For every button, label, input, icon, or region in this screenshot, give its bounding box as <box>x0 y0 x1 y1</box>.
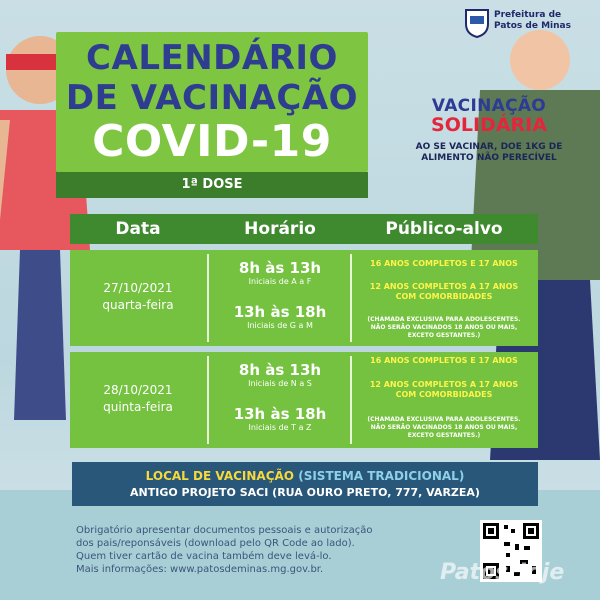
row-date: 28/10/2021 quinta-feira <box>103 383 173 414</box>
campaign-line-1: VACINAÇÃO <box>431 96 547 116</box>
title-box <box>56 32 368 172</box>
info-text: Obrigatório apresentar documentos pessoais e autorização dos pais/reponsáveis (download pelo QR Code ao lado). Quem tiver cartão de vacina também deve levá-lo. Mais informações: www.patosdeminas.mg.gov.br. <box>76 524 406 576</box>
time-slot: 13h às 18h Iniciais de G a M <box>233 303 327 330</box>
location-label: LOCAL DE VACINAÇÃO <box>145 469 295 483</box>
location-address: ANTIGO PROJETO SACI (RUA OURO PRETO, 777, VARZEA) <box>130 486 480 499</box>
prefeitura-name: Prefeitura de Patos de Minas <box>494 10 571 31</box>
audience-note: (CHAMADA EXCLUSIVA PARA ADOLESCENTES. NÃO SERÃO VACINADOS 18 ANOS OU MAIS, EXCETO GESTANTES.) <box>367 416 521 439</box>
website-link[interactable]: Mais informações: www.patosdeminas.mg.gov.br. <box>76 564 324 575</box>
audience-comorbidities: 12 ANOS COMPLETOS A 17 ANOS COM COMORBIDADES <box>369 282 519 301</box>
campaign-logo <box>414 96 564 164</box>
location-box <box>72 462 538 506</box>
audience-note: (CHAMADA EXCLUSIVA PARA ADOLESCENTES. NÃO SERÃO VACINADOS 18 ANOS OU MAIS, EXCETO GESTANTES.) <box>367 316 521 339</box>
table-row <box>70 352 538 448</box>
header-date: Data <box>115 219 161 239</box>
location-system: (SISTEMA TRADICIONAL) <box>298 469 465 483</box>
campaign-line-2: SOLIDÁRIA <box>431 114 547 136</box>
audience-comorbidities: 12 ANOS COMPLETOS A 17 ANOS COM COMORBIDADES <box>369 380 519 399</box>
title-line-3: COVID-19 <box>92 116 332 167</box>
header-time: Horário <box>244 219 316 239</box>
table-header <box>70 214 538 244</box>
prefeitura-logo <box>462 4 582 44</box>
column-divider <box>207 254 209 342</box>
time-slot: 8h às 13h Iniciais de A a F <box>238 259 322 286</box>
dose-banner: 1ª DOSE <box>56 172 368 198</box>
time-slot: 8h às 13h Iniciais de N a S <box>238 361 322 388</box>
audience-primary: 16 ANOS COMPLETOS E 17 ANOS <box>370 356 518 365</box>
row-date: 27/10/2021 quarta-feira <box>102 281 174 312</box>
title-line-2: DE VACINAÇÃO <box>65 78 359 118</box>
campaign-note: AO SE VACINAR, DOE 1KG DE ALIMENTO NÃO PERECÍVEL <box>415 142 563 163</box>
header-audience: Público-alvo <box>385 219 503 239</box>
table-row <box>70 250 538 346</box>
watermark: PatosHoje <box>440 560 565 585</box>
title-line-1: CALENDÁRIO <box>86 38 338 78</box>
time-slot: 13h às 18h Iniciais de T a Z <box>233 405 327 432</box>
city-shield-icon <box>464 8 490 38</box>
column-divider <box>207 356 209 444</box>
location-title <box>72 469 538 483</box>
audience-primary: 16 ANOS COMPLETOS E 17 ANOS <box>370 259 518 268</box>
